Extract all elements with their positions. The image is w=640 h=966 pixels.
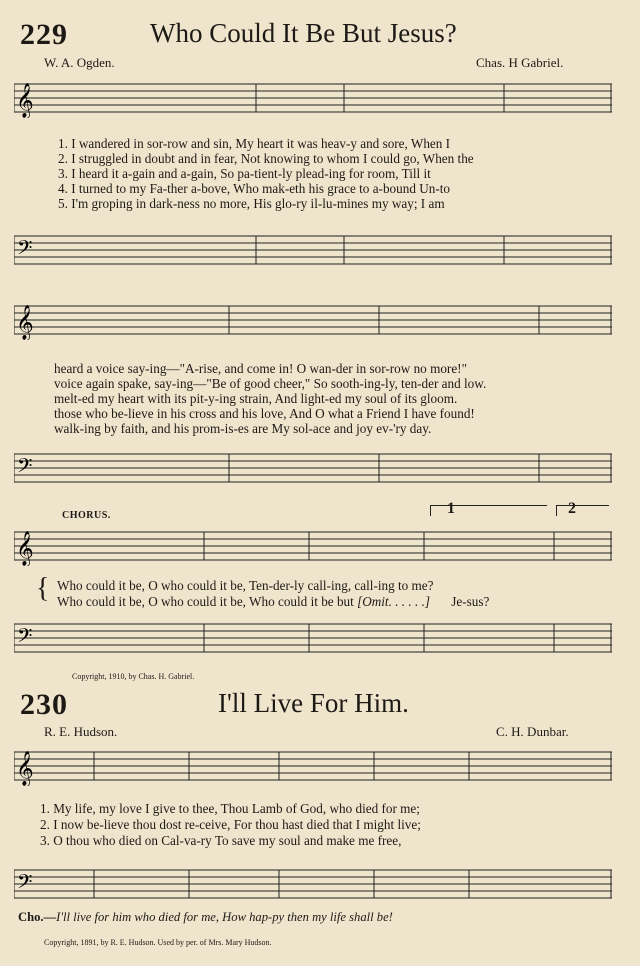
staff-treble-4 <box>14 748 612 786</box>
hymn-229-title: Who Could It Be But Jesus? <box>150 18 457 48</box>
hymn-229-words-credit: W. A. Ogden. <box>44 55 115 70</box>
chorus-brace: { <box>36 573 50 604</box>
verse-2-line-1: 2. I struggled in doubt and in fear, Not knowing to whom I could go, When the <box>58 151 474 166</box>
hymn-230-chorus <box>18 910 393 925</box>
verse-3-line-1: 3. I heard it a-gain and a-gain, So pa-tient-ly plead-ing for room, Till it <box>58 166 431 181</box>
hymn-230-verse-3: 3. O thou who died on Cal-va-ry To save my soul and make me free, <box>40 833 402 848</box>
staff-bass-4 <box>14 866 612 904</box>
svg-text:𝄞: 𝄞 <box>16 751 34 786</box>
hymn-229-number: 229 <box>20 18 68 51</box>
verse-2-line-2: voice again spake, say-ing—"Be of good cheer," So sooth-ing-ly, ten-der and low. <box>54 376 487 391</box>
hymn-230-title: I'll Live For Him. <box>218 688 409 718</box>
svg-text:𝄞: 𝄞 <box>16 305 34 340</box>
svg-text:𝄢: 𝄢 <box>17 624 33 652</box>
verse-1-line-2: heard a voice say-ing—"A-rise, and come in! O wan-der in sor-row no more!" <box>54 361 467 376</box>
chorus-lyrics <box>57 578 489 610</box>
verse-4-line-1: 4. I turned to my Fa-ther a-bove, Who mak-eth his grace to a-bound Un-to <box>58 181 450 196</box>
hymn-229-copyright: Copyright, 1910, by Chas. H. Gabriel. <box>72 672 195 681</box>
staff-treble-3 <box>14 528 612 566</box>
svg-text:𝄢: 𝄢 <box>17 870 33 898</box>
svg-text:𝄞: 𝄞 <box>16 83 34 118</box>
second-ending-number: 2 <box>568 500 576 517</box>
staff-bass-2 <box>14 450 612 488</box>
chorus-omit-mark: [Omit. . . . . .] <box>357 594 430 609</box>
chorus-line-1: Who could it be, O who could it be, Ten-der-ly call-ing, call-ing to me? <box>57 578 434 593</box>
hymn-230-number: 230 <box>20 688 68 721</box>
chorus-line-2-text: Who could it be, O who could it be, Who could it be but <box>57 594 354 609</box>
hymn-230-chorus-text: I'll live for him who died for me, How hap-py then my life shall be! <box>56 910 393 924</box>
verse-3-line-2: melt-ed my heart with its pit-y-ing strain, And light-ed my soul of its gloom. <box>54 391 458 406</box>
verse-4-line-2: those who be-lieve in his cross and his love, And O what a Friend I have found! <box>54 406 475 421</box>
hymn-230-music-credit: C. H. Dunbar. <box>496 724 569 739</box>
verse-5-line-1: 5. I'm groping in dark-ness no more, His glo-ry il-lu-mines my way; I am <box>58 196 445 211</box>
staff-bass-3 <box>14 620 612 658</box>
hymn-230-words-credit: R. E. Hudson. <box>44 724 118 739</box>
chorus-label: CHORUS. <box>62 510 111 521</box>
verses-line-2 <box>54 361 614 436</box>
hymn-230-verse-2: 2. I now be-lieve thou dost re-ceive, For thou hast died that I might live; <box>40 817 421 832</box>
staff-treble-1 <box>14 80 612 118</box>
staff-bass-1 <box>14 232 612 270</box>
svg-text:𝄞: 𝄞 <box>16 531 34 566</box>
first-ending-number: 1 <box>447 500 455 517</box>
hymn-230-verses <box>40 801 421 849</box>
svg-text:𝄢: 𝄢 <box>17 236 33 264</box>
verse-5-line-2: walk-ing by faith, and his prom-is-es are My sol-ace and joy ev-'ry day. <box>54 421 432 436</box>
verses-line-1 <box>58 136 618 211</box>
second-ending-bracket <box>556 505 609 516</box>
staff-treble-2 <box>14 302 612 340</box>
svg-text:𝄢: 𝄢 <box>17 454 33 482</box>
chorus-line-2 <box>57 594 489 610</box>
hymn-230-chorus-prefix: Cho.— <box>18 910 57 924</box>
hymn-230-copyright: Copyright, 1891, by R. E. Hudson. Used by per. of Mrs. Mary Hudson. <box>44 938 272 947</box>
chorus-line-2-end: Je-sus? <box>451 594 490 609</box>
verse-1-line-1: 1. I wandered in sor-row and sin, My heart it was heav-y and sore, When I <box>58 136 451 151</box>
hymn-230-verse-1: 1. My life, my love I give to thee, Thou Lamb of God, who died for me; <box>40 801 420 816</box>
hymn-229-music-credit: Chas. H Gabriel. <box>476 55 564 70</box>
